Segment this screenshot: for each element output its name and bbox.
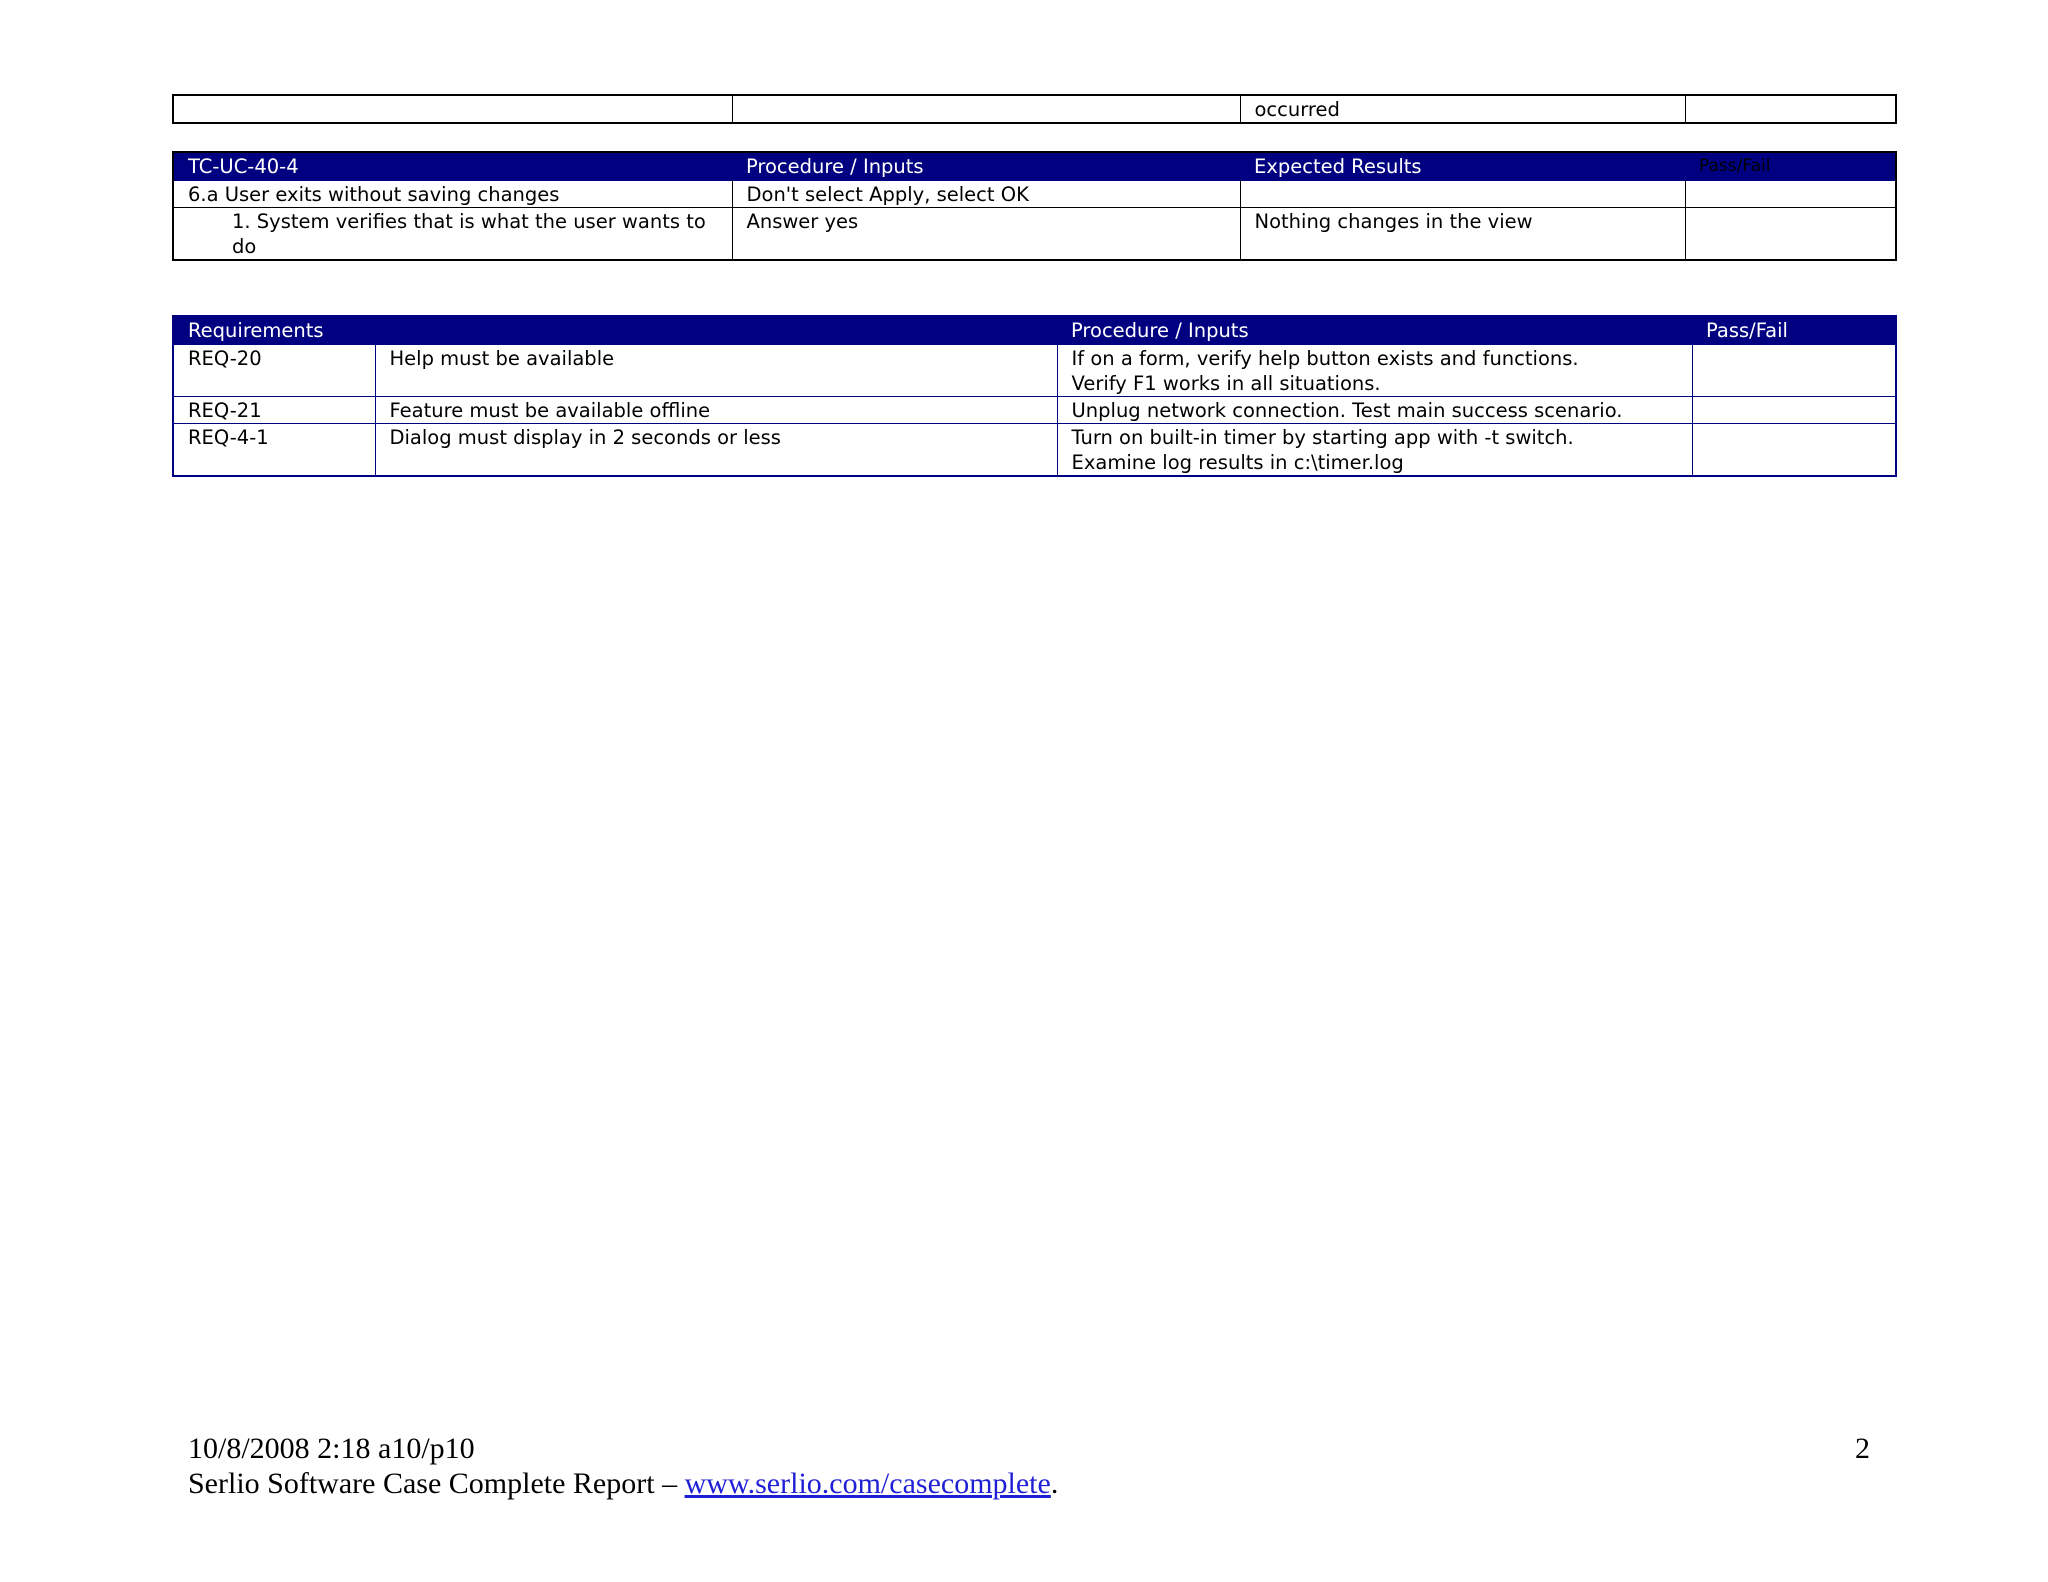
footer-date: 10/8/2008 2:18 a10/p10 [188,1432,475,1465]
requirement-description: Help must be available [375,345,1057,397]
requirement-description: Feature must be available offline [375,397,1057,424]
requirement-procedure [1057,397,1692,424]
footer-report-text: Serlio Software Case Complete Report – [188,1467,685,1500]
footer-trailing: . [1050,1467,1059,1500]
requirement-id: REQ-20 [173,345,375,397]
procedure-line: Unplug network connection. Test main success scenario. [1071,399,1623,422]
procedure-header: Procedure / Inputs [732,152,1240,181]
procedure-cell: Answer yes [732,208,1240,261]
table-row [173,181,1896,208]
pass-fail-header: Pass/Fail [1692,316,1896,345]
table-header-row [173,152,1896,181]
pass-fail-cell [1685,181,1896,208]
pass-fail-cell [1692,345,1896,397]
pass-fail-cell [1685,208,1896,261]
procedure-line: Turn on built-in timer by starting app with -t switch. [1071,426,1574,449]
step-cell: 6.a User exits without saving changes [173,181,732,208]
footer-report-line [188,1467,1058,1501]
table-row [173,95,1896,123]
table-cell [1685,95,1896,123]
expected-results-header: Expected Results [1240,152,1685,181]
procedure-line: Verify F1 works in all situations. [1071,372,1381,395]
test-case-table [172,151,1897,261]
requirement-id: REQ-4-1 [173,424,375,477]
procedure-line: Examine log results in c:\timer.log [1071,451,1404,474]
continuation-table [172,94,1897,124]
requirement-procedure [1057,424,1692,477]
requirement-procedure [1057,345,1692,397]
table-cell [732,95,1240,123]
pass-fail-header: Pass/Fail [1685,152,1896,181]
table-cell [173,95,732,123]
procedure-header: Procedure / Inputs [1057,316,1692,345]
procedure-line: If on a form, verify help button exists and functions. [1071,347,1579,370]
page-number: 2 [1855,1432,1870,1465]
pass-fail-cell [1692,424,1896,477]
expected-cell [1240,181,1685,208]
requirement-id: REQ-21 [173,397,375,424]
table-row [173,424,1896,477]
procedure-cell: Don't select Apply, select OK [732,181,1240,208]
table-cell: occurred [1240,95,1685,123]
requirements-header: Requirements [173,316,1057,345]
table-row [173,397,1896,424]
requirements-table [172,315,1897,477]
table-row [173,345,1896,397]
table-header-row [173,316,1896,345]
pass-fail-cell [1692,397,1896,424]
expected-cell: Nothing changes in the view [1240,208,1685,261]
step-cell: 1. System verifies that is what the user wants to do [173,208,732,261]
test-case-id-header: TC-UC-40-4 [173,152,732,181]
requirement-description: Dialog must display in 2 seconds or less [375,424,1057,477]
table-row [173,208,1896,261]
footer-website-link[interactable]: www.serlio.com/casecomplete [684,1467,1051,1500]
